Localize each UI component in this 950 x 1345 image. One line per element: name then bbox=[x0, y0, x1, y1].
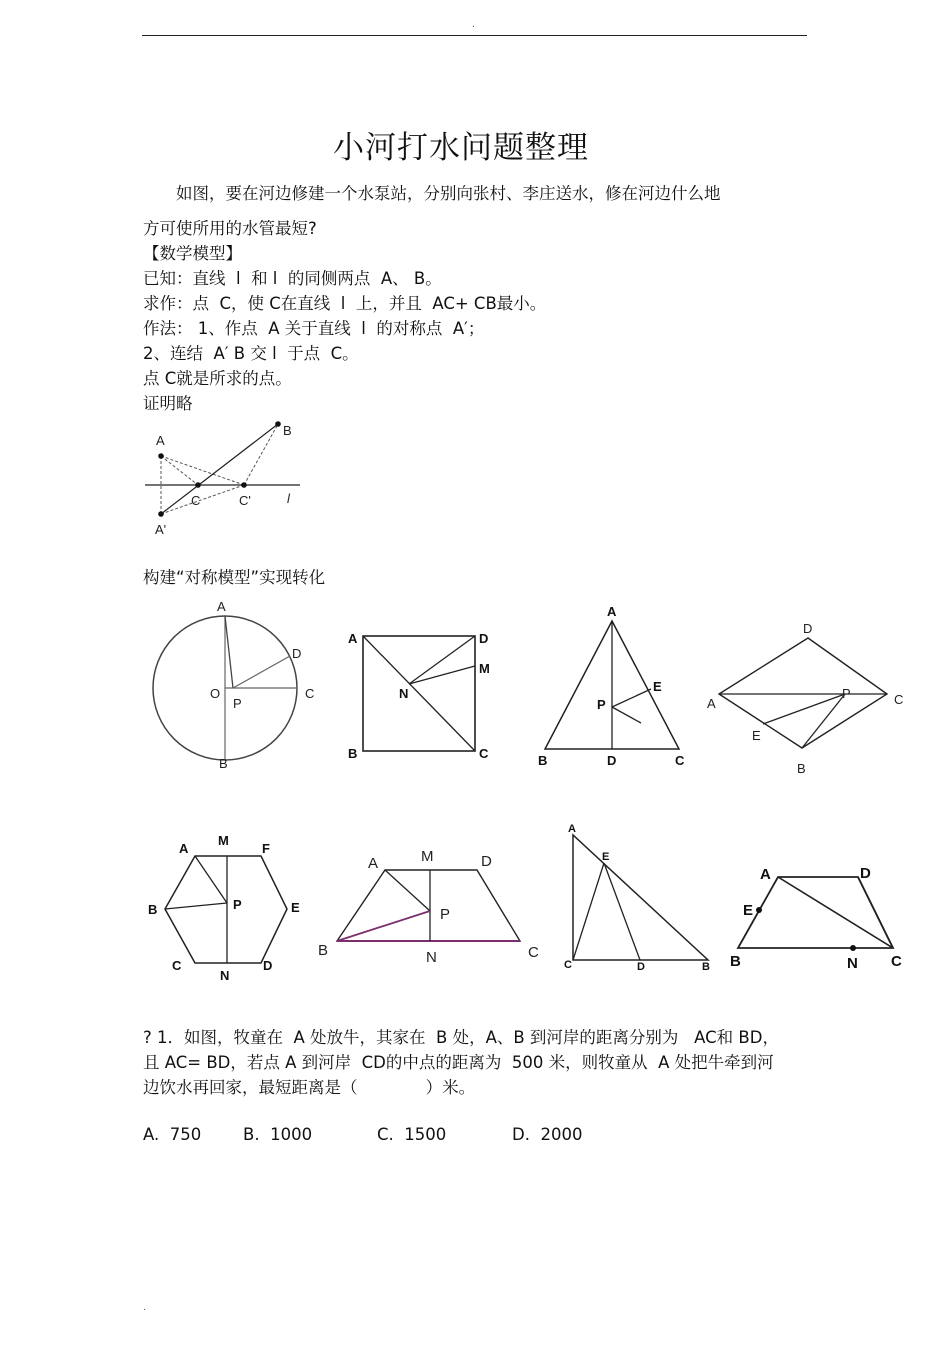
label-E: E bbox=[602, 851, 610, 863]
label-B: B bbox=[538, 753, 548, 768]
label-C: C bbox=[528, 944, 539, 961]
label-A: A bbox=[607, 604, 617, 619]
label-N: N bbox=[220, 968, 230, 983]
label-N: N bbox=[399, 686, 409, 701]
label-C: C bbox=[172, 958, 182, 973]
label-A: A bbox=[348, 631, 358, 646]
label-M: M bbox=[479, 661, 490, 676]
label-C-prime: C' bbox=[239, 493, 251, 508]
label-P: P bbox=[440, 906, 451, 923]
label-E: E bbox=[291, 900, 300, 915]
footer-mark: . bbox=[143, 1303, 146, 1313]
label-C: C bbox=[564, 959, 572, 971]
label-A: A bbox=[217, 599, 226, 614]
label-M: M bbox=[421, 848, 434, 865]
label-D: D bbox=[263, 958, 273, 973]
label-C: C bbox=[675, 753, 685, 768]
triangle-figure bbox=[535, 603, 695, 773]
label-A: A bbox=[156, 433, 165, 448]
label-D: D bbox=[803, 621, 813, 636]
label-D: D bbox=[292, 646, 302, 661]
proof-line: 证明略 bbox=[143, 394, 193, 413]
label-E: E bbox=[743, 902, 754, 919]
label-D: D bbox=[479, 631, 489, 646]
header-mark: . bbox=[472, 20, 475, 30]
method-step-1: 作法： 1、作点 A 关于直线 l 的对称点 A′； bbox=[143, 319, 485, 338]
hexagon-figure bbox=[145, 830, 310, 985]
method-step-2: 2、连结 A′ B 交 l 于点 C。 bbox=[143, 344, 359, 363]
label-C: C bbox=[479, 746, 489, 761]
label-D: D bbox=[607, 753, 617, 768]
label-A: A bbox=[760, 866, 771, 883]
symmetry-heading: 构建“对称模型”实现转化 bbox=[143, 568, 326, 587]
label-D: D bbox=[481, 853, 492, 870]
label-B: B bbox=[730, 953, 741, 970]
label-B: B bbox=[148, 902, 158, 917]
label-C: C bbox=[891, 953, 902, 970]
label-P: P bbox=[842, 686, 851, 701]
model-heading: 【数学模型】 bbox=[143, 244, 242, 263]
label-B: B bbox=[283, 423, 292, 438]
label-E: E bbox=[653, 679, 662, 694]
conclusion-line: 点 C就是所求的点。 bbox=[143, 369, 292, 388]
intro-line-2: 方可使所用的水管最短? bbox=[143, 219, 317, 238]
label-C: C bbox=[305, 686, 315, 701]
label-A: A bbox=[368, 855, 379, 872]
label-B: B bbox=[797, 761, 806, 776]
label-P: P bbox=[233, 696, 242, 711]
label-M: M bbox=[218, 833, 229, 848]
question-line-1: ? 1．如图，牧童在 A 处放牛，其家在 B 处，A、B 到河岸的距离分别为 AC和 BD， bbox=[143, 1028, 779, 1047]
label-D: D bbox=[637, 961, 645, 973]
label-C: C bbox=[894, 692, 904, 707]
right-triangle-figure bbox=[563, 820, 723, 975]
label-C: C bbox=[191, 493, 201, 508]
page-title: 小河打水问题整理 bbox=[333, 130, 589, 166]
label-B: B bbox=[702, 961, 710, 973]
circle-figure bbox=[145, 598, 325, 773]
label-B: B bbox=[318, 942, 329, 959]
label-A: A bbox=[707, 696, 716, 711]
label-A: A bbox=[568, 823, 576, 835]
label-B: B bbox=[219, 756, 228, 771]
intro-line-1: 如图，要在河边修建一个水泵站，分别向张村、李庄送水，修在河边什么地 bbox=[176, 184, 721, 203]
label-B: B bbox=[348, 746, 358, 761]
option-b: B. 1000 bbox=[243, 1125, 313, 1144]
square-figure bbox=[345, 628, 500, 763]
label-N: N bbox=[426, 949, 437, 966]
question-line-2: 且 AC= BD，若点 A 到河岸 CD的中点的距离为 500 米，则牧童从 A 处把牛牵到河 bbox=[143, 1053, 774, 1072]
rhombus-figure bbox=[705, 618, 910, 778]
trapezoid-figure bbox=[315, 843, 550, 973]
option-a: A. 750 bbox=[143, 1125, 202, 1144]
label-P: P bbox=[233, 897, 242, 912]
label-P: P bbox=[597, 697, 606, 712]
trapezoid2-figure bbox=[728, 858, 913, 978]
option-c: C. 1500 bbox=[377, 1125, 447, 1144]
label-A-prime: A' bbox=[155, 522, 167, 537]
label-l: l bbox=[287, 491, 290, 506]
river-figure bbox=[140, 418, 310, 543]
label-E: E bbox=[752, 728, 761, 743]
question-line-3: 边饮水再回家，最短距离是（ ）米。 bbox=[143, 1078, 476, 1097]
label-N: N bbox=[847, 955, 858, 972]
label-A: A bbox=[179, 841, 189, 856]
label-D: D bbox=[860, 865, 871, 882]
header-rule bbox=[142, 35, 807, 36]
option-d: D. 2000 bbox=[512, 1125, 583, 1144]
label-F: F bbox=[262, 841, 270, 856]
construct-line: 求作：点 C，使 C在直线 l 上，并且 AC+ CB最小。 bbox=[143, 294, 547, 313]
given-line: 已知：直线 l 和 l 的同侧两点 A、 B。 bbox=[143, 269, 442, 288]
label-O: O bbox=[210, 686, 221, 701]
